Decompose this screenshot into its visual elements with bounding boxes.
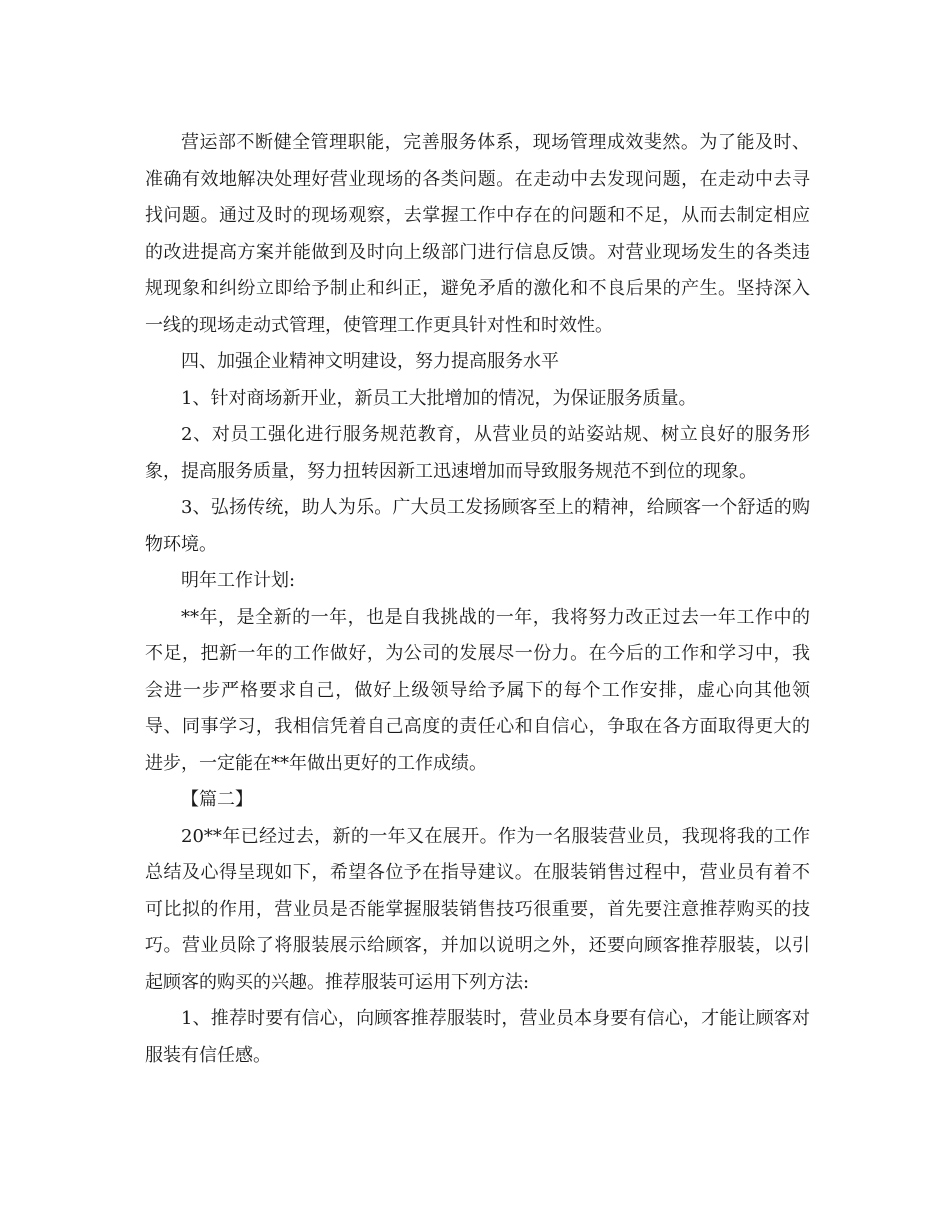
list-item-recommend: 1、推荐时要有信心，向顾客推荐服装时，营业员本身要有信心，才能让顾客对服装有信任感。 <box>145 1008 810 1066</box>
plan-heading: 明年工作计划: <box>181 570 296 591</box>
paragraph-operations-management: 营运部不断健全管理职能，完善服务体系，现场管理成效斐然。为了能及时、准确有效地解决处理好营业现场的各类问题。在走动中去发现问题，在走动中去寻找问题。通过及时的现场观察，去掌握工作中存在的问题和不足，从而去制定相应的改进提高方案并能做到及时向上级部门进行信息反馈。对营业现场发生的各类违规现象和纠纷立即给予制止和纠正，避免矛盾的激化和不良后果的产生。坚持深入一线的现场走动式管理，使管理工作更具针对性和时效性。 <box>145 132 810 336</box>
list-item-1: 1、针对商场新开业，新员工大批增加的情况，为保证服务质量。 <box>181 387 697 409</box>
paragraph-clothing-sales: 20**年已经过去，新的一年又在展开。作为一名服装营业员，我现将我的工作总结及心得呈现如下，希望各位予在指导建议。在服装销售过程中，营业员有着不可比拟的作用，营业员是否能掌握服装销售技巧很重要，首先要注意推荐购买的技巧。营业员除了将服装展示给顾客，并加以说明之外，还要向顾客推荐服装，以引起顾客的购买的兴趣。推荐服装可运用下列方法: <box>145 825 810 993</box>
section-heading-four: 四、加强企业精神文明建设，努力提高服务水平 <box>181 351 559 372</box>
list-item-3: 3、弘扬传统，助人为乐。广大员工发扬顾客至上的精神，给顾客一个舒适的购物环境。 <box>145 497 810 555</box>
paragraph-next-year-plan: **年，是全新的一年，也是自我挑战的一年，我将努力改正过去一年工作中的不足，把新一年的工作做好，为公司的发展尽一份力。在今后的工作和学习中，我会进一步严格要求自己，做好上级领导给予属下的每个工作安排，虚心向其他领导、同事学习，我相信凭着自己高度的责任心和自信心，争取在各方面取得更大的进步，一定能在**年做出更好的工作成绩。 <box>145 606 810 774</box>
document-body <box>145 125 810 1074</box>
list-item-2: 2、对员工强化进行服务规范教育，从营业员的站姿站规、树立良好的服务形象，提高服务质量，努力扭转因新工迅速增加而导致服务规范不到位的现象。 <box>145 424 810 482</box>
section-heading-part-two: 【篇二】 <box>181 789 253 810</box>
